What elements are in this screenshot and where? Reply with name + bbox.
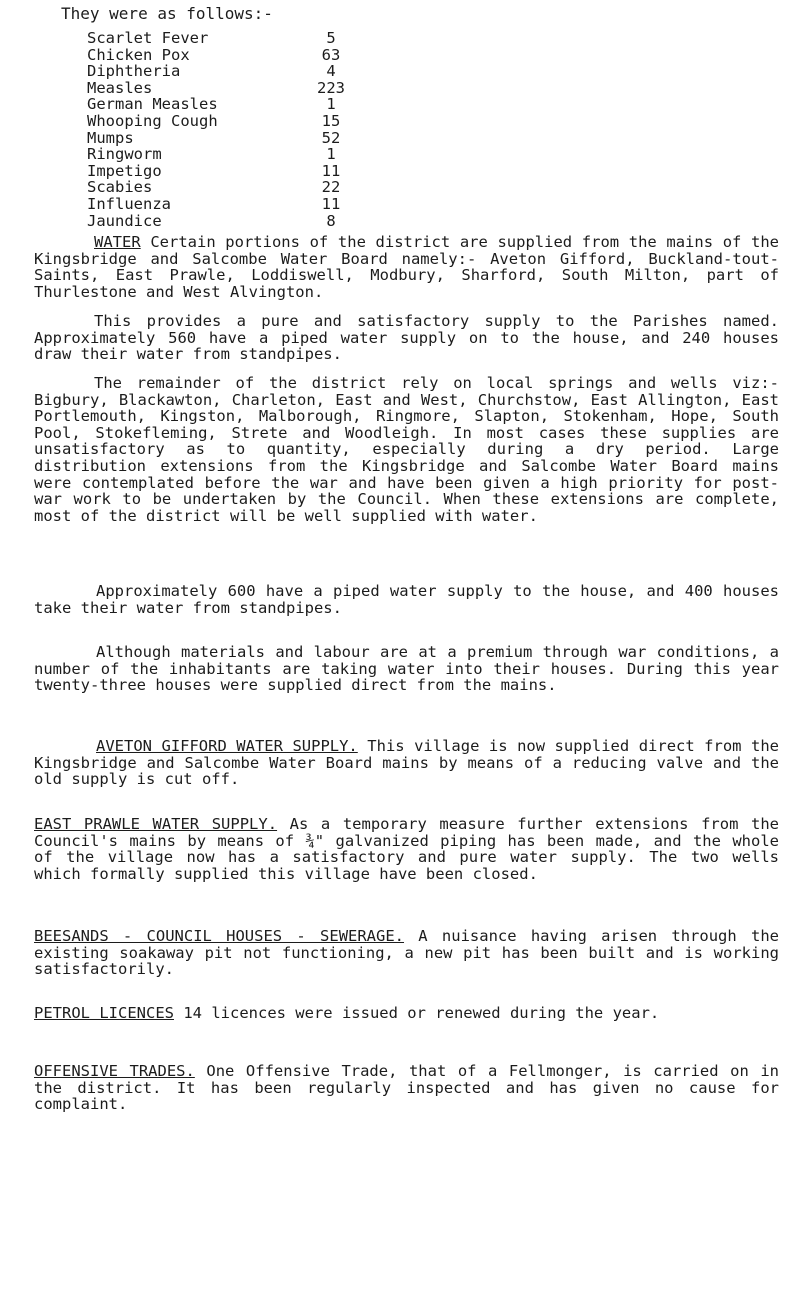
disease-count: 1: [326, 145, 336, 164]
water-heading: WATER: [94, 233, 141, 251]
disease-name: Mumps: [87, 128, 134, 147]
offensive-heading: OFFENSIVE TRADES.: [34, 1062, 195, 1080]
disease-row: [87, 179, 351, 196]
beesands-text: A nuisance having arisen through the existing soakaway pit not functioning, a new pit has been built and is working satisfactorily.: [34, 927, 779, 979]
disease-count: 63: [321, 45, 341, 64]
disease-table-body: [87, 30, 351, 229]
petrol-text: 14 licences were issued or renewed during the year.: [183, 1004, 660, 1022]
disease-row: [87, 213, 351, 230]
disease-name: Chicken Pox: [87, 45, 190, 64]
disease-row: [87, 30, 351, 47]
disease-row: [87, 146, 351, 163]
disease-count: 4: [326, 62, 336, 81]
approx-text: Approximately 600 have a piped water supply to the house, and 400 houses take their water from standpipes.: [34, 582, 779, 617]
disease-name: Measles: [87, 78, 153, 97]
east-prawle-heading: EAST PRAWLE WATER SUPPLY.: [34, 815, 278, 833]
aveton-heading: AVETON GIFFORD WATER SUPPLY.: [96, 737, 358, 755]
disease-name: Impetigo: [87, 161, 162, 180]
disease-name: Whooping Cough: [87, 111, 218, 130]
disease-row: [87, 196, 351, 213]
disease-name: Ringworm: [87, 145, 162, 164]
disease-name: Scabies: [87, 178, 153, 197]
east-prawle-paragraph: [34, 816, 779, 882]
disease-count: 22: [321, 178, 341, 197]
supply-paragraph: [34, 313, 779, 363]
disease-name: Influenza: [87, 194, 171, 213]
intro-line: They were as follows:-: [61, 4, 273, 23]
disease-row: [87, 47, 351, 64]
offensive-paragraph: [34, 1063, 779, 1113]
approx-paragraph: [34, 583, 779, 616]
supply-text: This provides a pure and satisfactory supply to the Parishes named. Approximately 560 have a piped water supply on to the house, and 240 houses draw their water from standpipes.: [34, 312, 779, 364]
disease-row: [87, 96, 351, 113]
east-prawle-text: As a temporary measure further extensions from the Council's mains by means of ¾" galvanized piping has been made, and the whole of the village now has a satisfactory and pure water supply. The two wells which formally supplied this village have been closed.: [34, 815, 780, 883]
water-text: Certain portions of the district are supplied from the mains of the Kingsbridge and Salcombe Water Board namely:- Aveton Gifford, Buckland-tout-Saints, East Prawle, Loddiswell, Modbury, Sharford, South Milton, part of Thurlestone and West Alvington.: [34, 233, 779, 301]
remainder-text: The remainder of the district rely on local springs and wells viz:- Bigbury, Blackawton, Charleton, East and West, Churchstow, East Allington, East Portlemouth, Kingston, Malborough, Ringmore, Slapton, Stokenham, Hope, South Pool, Stokefleming, Strete and Woodleigh. In most cases these supplies are unsatisfactory as to quantity, especially during a dry period. Large distribution extensions from the Kingsbridge and Salcombe Water Board mains were contemplated before the war and have been given a high priority for post-war work to be undertaken by the Council. When these extensions are complete, most of the district will be well supplied with water.: [34, 374, 779, 525]
disease-count: 11: [321, 194, 341, 213]
disease-name: Jaundice: [87, 211, 162, 230]
aveton-paragraph: [34, 738, 779, 788]
disease-count: 15: [321, 111, 341, 130]
disease-row: [87, 80, 351, 97]
petrol-heading: PETROL LICENCES: [34, 1004, 174, 1022]
disease-count: 5: [326, 29, 336, 47]
beesands-heading: BEESANDS - COUNCIL HOUSES - SEWERAGE.: [34, 927, 405, 945]
disease-count: 52: [321, 128, 341, 147]
disease-count: 223: [317, 78, 345, 97]
disease-name: Scarlet Fever: [87, 29, 209, 47]
water-paragraph: [34, 234, 779, 300]
disease-row: [87, 63, 351, 80]
disease-row: [87, 130, 351, 147]
remainder-paragraph: [34, 375, 779, 524]
disease-name: Diphtheria: [87, 62, 181, 81]
disease-row: [87, 113, 351, 130]
disease-count: 8: [326, 211, 336, 230]
disease-name: German Measles: [87, 95, 218, 114]
disease-count: 1: [326, 95, 336, 114]
disease-table: [87, 30, 351, 229]
disease-count: 11: [321, 161, 341, 180]
offensive-text: One Offensive Trade, that of a Fellmonger, is carried on in the district. It has been regularly inspected and has given no cause for complaint.: [34, 1062, 779, 1114]
although-text: Although materials and labour are at a premium through war conditions, a number of the inhabitants are taking water into their houses. During this year twenty-three houses were supplied direct from the mains.: [34, 643, 779, 695]
although-paragraph: [34, 644, 779, 694]
aveton-text: This village is now supplied direct from the Kingsbridge and Salcombe Water Board mains by means of a reducing valve and the old supply is cut off.: [34, 737, 779, 789]
beesands-paragraph: [34, 928, 779, 978]
disease-row: [87, 163, 351, 180]
petrol-paragraph: [34, 1005, 779, 1022]
